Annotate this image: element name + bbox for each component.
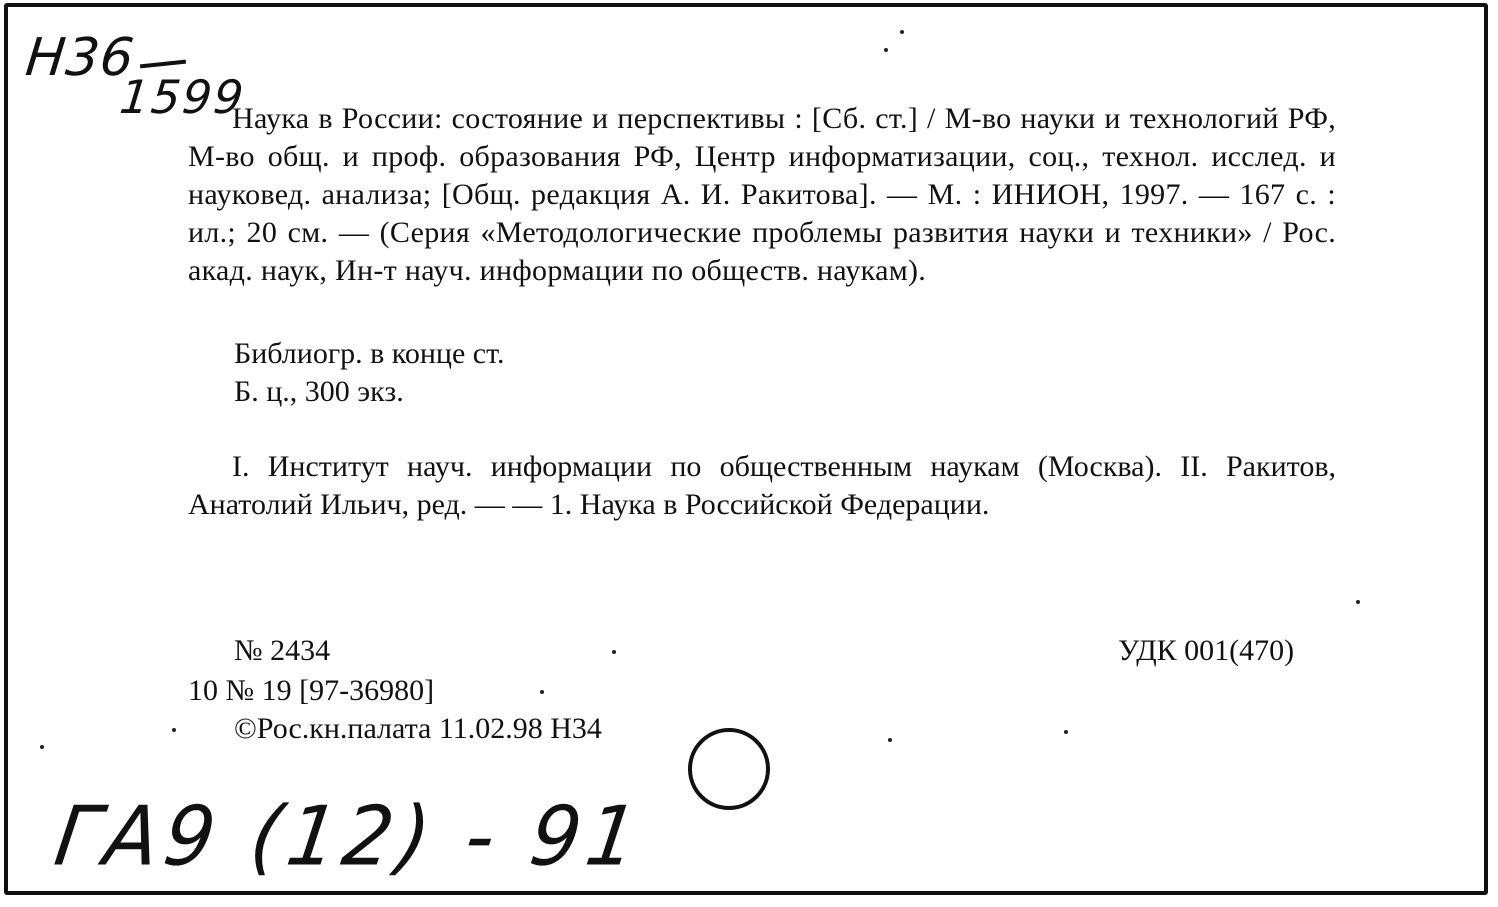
record-number: 10 № 19 [97-36980] [188,674,435,707]
handwritten-shelf-number: 1599 [117,70,248,124]
speck [540,690,544,694]
tracings: I. Институт науч. информации по общественным наукам (Москва). II. Ракитов, Анатолий Ильич, ред. — — 1. Наука в Российской Федерации. [188,450,1336,521]
speck [172,728,176,732]
handwritten-shelf-code: Н36 [22,28,138,88]
price-and-print-run: Б. ц., 300 экз. [234,375,404,408]
copyright-line: ©Рос.кн.палата 11.02.98 Н34 [234,712,602,745]
speck [900,30,904,34]
speck [888,738,892,742]
speck [1064,730,1068,734]
card-number: № 2434 [234,634,331,667]
speck [1356,600,1360,604]
bibliography-note: Библиогр. в конце ст. [234,337,505,370]
speck [612,650,616,654]
udk-classification: УДК 001(470) [1118,634,1295,667]
speck [40,745,44,749]
circle-mark [688,728,770,810]
speck [884,48,888,52]
bibliographic-description: Наука в России: состояние и перспективы : [Сб. ст.] / М-во науки и технологий РФ, М-во общ. и проф. образования РФ, Центр информатизации, соц., технол. исслед. и науковед. анализа; [Общ. редакция А. И. Ракитова]. — М. : ИНИОН, 1997. — 167 с. : ил.; 20 см. — (Серия «Методологические проблемы развития науки и техники» / Рос. акад. наук, Ин-т науч. информации по обществ. наукам). [188,102,1336,287]
handwritten-classification: ГА9 (12) - 91 [49,789,649,885]
